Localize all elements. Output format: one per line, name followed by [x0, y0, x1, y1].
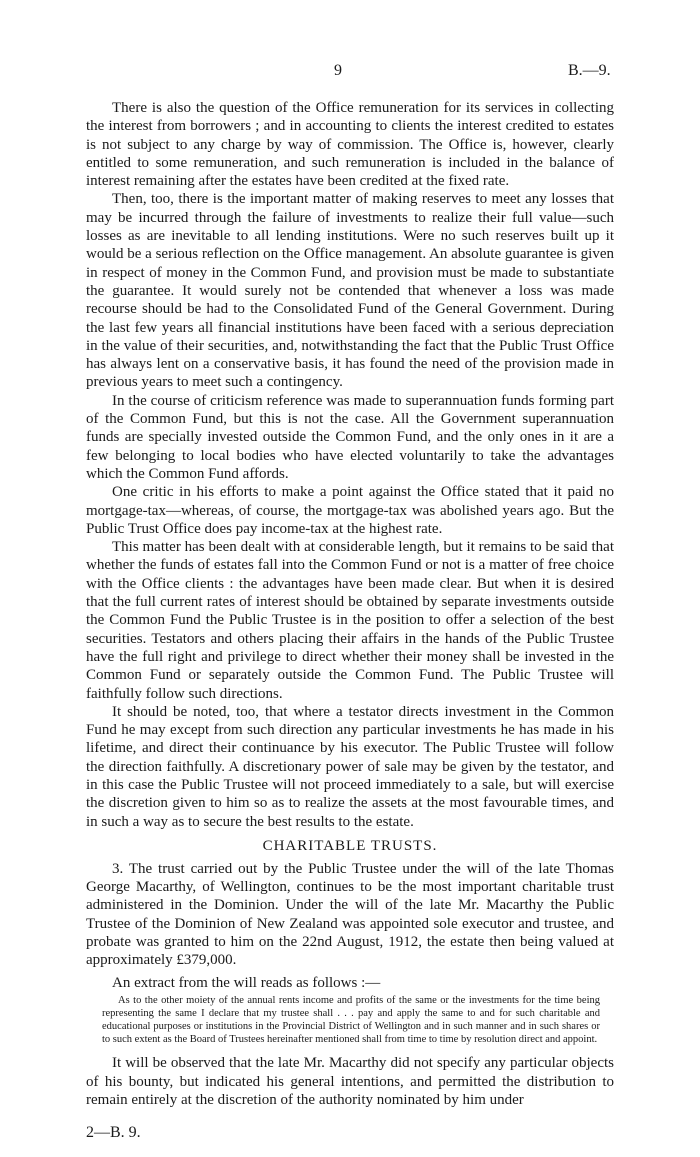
paragraph-mortgage-tax: One critic in his efforts to make a point against the Office stated that it paid no mortgage-tax—whereas, of course, the mortgage-tax was abolished years ago. But the Public Trust Office does pay income-tax at the highest rate.	[86, 484, 614, 537]
page-signature: 2—B. 9.	[86, 1124, 141, 1141]
document-reference: B.—9.	[568, 62, 611, 79]
paragraph-superannuation: In the course of criticism reference was made to superannuation funds forming part of the Common Fund, but this is not the case. All the Government superannuation funds are specially invested outside the Common Fund, and the only ones in it are a few belonging to local bodies who have elected voluntarily to take the advantages which the Common Fund affords.	[86, 392, 614, 482]
extract-intro: An extract from the will reads as follows :—	[112, 974, 381, 991]
paragraph-reserves: Then, too, there is the important matter of making reserves to meet any losses that may be incurred through the failure of investments to realize their full value—such losses as are inevitable to all lending institutions. Were no such reserves built up it would be a serious reflection on the Office management. An absolute guarantee is given in respect of money in the Common Fund, and provision must be made to substantiate the guarantee. It would surely not be contended that whenever a loss was made recourse should be had to the Consolidated Fund of the General Government. During the last few years all financial institutions have been faced with a serious depreciation in the value of their securities, and, notwithstanding the fact that the Public Trust Office has always lent on a conservative basis, it has found the need of the provision made in previous years to meet such a contingency.	[86, 191, 614, 391]
page-header	[0, 62, 700, 84]
paragraph-testator-direction: It should be noted, too, that where a testator directs investment in the Common Fund he may except from such direction any particular investments he has made in his lifetime, and direct their continuance by his executor. The Public Trustee will follow the direction faithfully. A discretionary power of sale may be given by the testator, and in this case the Public Trustee will not proceed immediately to a sale, but will exercise the discretion given to him so as to realize the assets at the most favourable times, and in such a way as to secure the best results to the estate.	[86, 703, 614, 830]
paragraph-observation: It will be observed that the late Mr. Macarthy did not specify any particular objects of his bounty, but indicated his general intentions, and permitted the distribution to remain entirely at the discretion of the authority nominated by him under	[86, 1055, 614, 1109]
will-extract-quote: As to the other moiety of the annual rents income and profits of the same or the investments for the time being representing the same I declare that my trustee shall . . . pay and apply the same to and for such charitable and educational purposes or institutions in the Provincial District of Wellington and in such manner and in such shares or to such extent as the Board of Trustees hereinafter mentioned shall from time to time by resolution direct and appoint.	[102, 994, 600, 1046]
paragraph-remuneration: There is also the question of the Office remuneration for its services in collecting the interest from borrowers ; and in accounting to clients the interest credited to estates is not subject to any charge by way of commission. The Office is, however, clearly entitled to some remuneration, and such remuneration is included in the balance of interest remaining after the estates have been credited at the fixed rate.	[86, 100, 614, 190]
paragraph-macarthy-trust: 3. The trust carried out by the Public Trustee under the will of the late Thomas George Macarthy, of Wellington, continues to be the most important charitable trust administered in the Dominion. Under the will of the late Mr. Macarthy the Public Trustee of the Dominion of New Zealand was appointed sole executor and trustee, and probate was granted to him on the 22nd August, 1912, the estate then being valued at approximately £379,000.	[86, 860, 614, 969]
section-heading: CHARITABLE TRUSTS.	[262, 837, 438, 854]
paragraph-free-choice: This matter has been dealt with at considerable length, but it remains to be said that whether the funds of estates fall into the Common Fund or not is a matter of free choice with the Office clients : the advantages have been made clear. But when it is desired that the full current rates of interest should be obtained by separate investments outside the Common Fund the Public Trustee is in the position to offer a selection of the best securities. Testators and others placing their affairs in the hands of the Public Trustee have the full right and privilege to direct whether their money shall be invested in the Common Fund or separately outside the Common Fund. The Public Trustee will faithfully follow such directions.	[86, 539, 614, 702]
page-body	[86, 99, 614, 1109]
page-number: 9	[334, 62, 342, 79]
